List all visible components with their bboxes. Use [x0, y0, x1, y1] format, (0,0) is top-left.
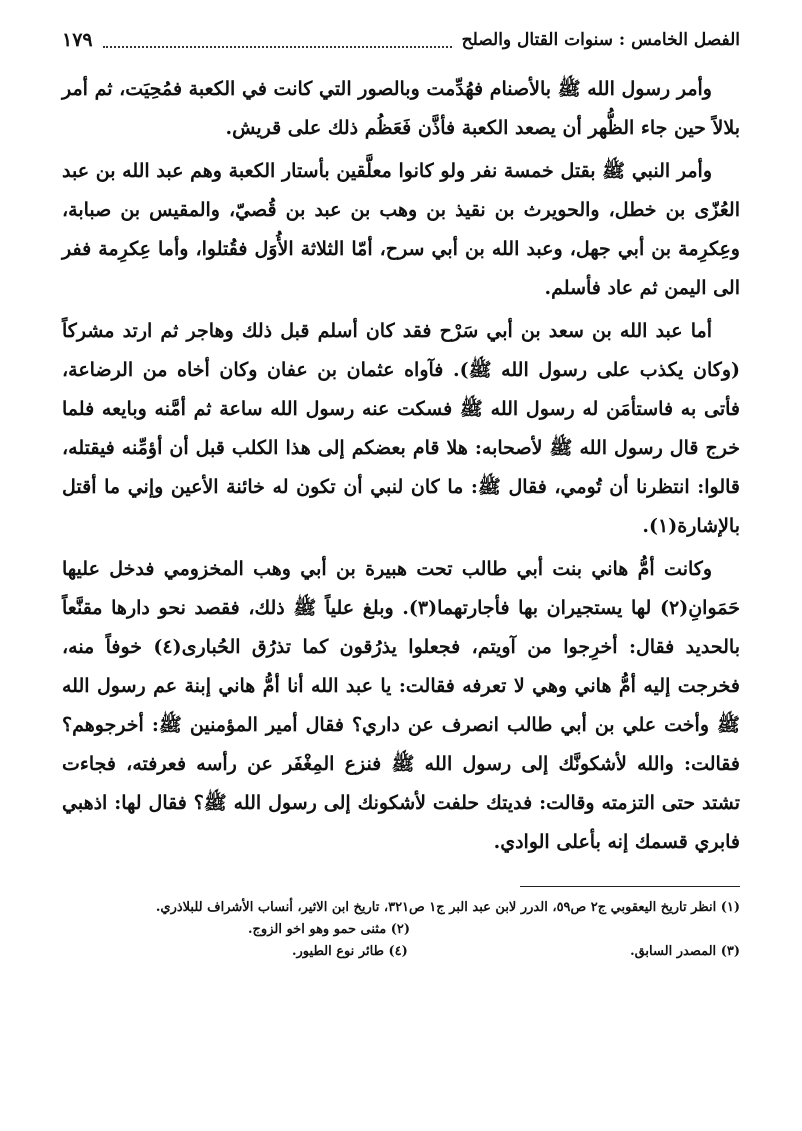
chapter-title: الفصل الخامس : سنوات القتال والصلح [461, 30, 740, 50]
page-number: ١٧٩ [62, 29, 93, 51]
paragraph: وأمر النبي ﷺ بقتل خمسة نفر ولو كانوا معلَّقين بأستار الكعبة وهم عبد الله بن عبد العُزّى بن خطل، والحويرث بن نقيذ بن وهب بن عبد بن قُصيّ، والمقيس بن صبابة، وعِكرِمة بن أبي جهل، وعبد الله بن أبي سرح، أمّا الثلاثة الأُوَل فقُتلوا، وأما عِكرِمة ففر الى اليمن ثم عاد فأسلم. [62, 160, 740, 299]
footnote-row [62, 941, 740, 963]
footnote-separator [520, 886, 740, 887]
footnote-1: (١) انظر تاريخ اليعقوبي ج٢ ص٥٩، الدرر لابن عبد البر ج١ ص٣٢١، تاريخ ابن الاثير، أنساب الأشراف للبلاذري. [155, 900, 740, 915]
footnote-2: (٢) مثنى حمو وهو اخو الزوج. [248, 922, 410, 937]
paragraph: أما عبد الله بن سعد بن أبي سَرْح فقد كان أسلم قبل ذلك وهاجر ثم ارتد مشركاً (وكان يكذب على رسول الله ﷺ). فآواه عثمان بن عفان وكان أخاه من الرضاعة، فأتى به فاستأمَن له رسول الله ﷺ فسكت عنه رسول الله ساعة ثم أمَّنه وبايعه فلما خرج قال رسول الله ﷺ لأصحابه: هلا قام بعضكم إلى هذا الكلب قبل أن أؤمِّنه فيقتله، قالوا: انتظرنا أن تُومي، فقال ﷺ: ما كان لنبي أن تكون له خائنة الأعين وإني ما أقتل بالإشارة(١). [62, 320, 740, 537]
footnote-3: (٣) المصدر السابق. [630, 944, 740, 959]
body-text [62, 70, 740, 862]
footnotes [62, 897, 740, 963]
footnote-row [62, 919, 740, 941]
footnote-4: (٤) طائر نوع الطيور. [292, 944, 408, 959]
paragraph: وأمر رسول الله ﷺ بالأصنام فهُدِّمت وبالصور التي كانت في الكعبة فمُحِيَت، ثم أمر بلالاً حين جاء الظُّهر أن يصعد الكعبة فأذَّن فَعَظُم ذلك على قريش. [62, 78, 740, 139]
dotted-leader [103, 32, 452, 48]
running-header [62, 28, 740, 52]
paragraph: وكانت أمُّ هاني بنت أبي طالب تحت هبيرة بن أبي وهب المخزومي فدخل عليها حَمَوانِ(٢) لها يستجيران بها فأجارتهما(٣). وبلغ علياً ﷺ ذلك، فقصد نحو دارها مقنَّعاً بالحديد فقال: أخرِجوا من آويتم، فجعلوا يذرُقون كما تذرُق الحُبارى(٤) خوفاً منه، فخرجت إليه أمُّ هاني وهي لا تعرفه فقالت: يا عبد الله أنا أمُّ هاني إبنة عم رسول الله ﷺ وأخت علي بن أبي طالب انصرف عن داري؟ فقال أمير المؤمنين ﷺ: أخرجوهم؟ فقالت: والله لأشكونَّك إلى رسول الله ﷺ فنزع المِغْفَر عن رأسه فعرفته، فجاءت تشتد حتى التزمته وقالت: فديتك حلفت لأشكونك إلى رسول الله ﷺ؟ فقال لها: اذهبي فابري قسمك إنه بأعلى الوادي. [62, 558, 740, 853]
